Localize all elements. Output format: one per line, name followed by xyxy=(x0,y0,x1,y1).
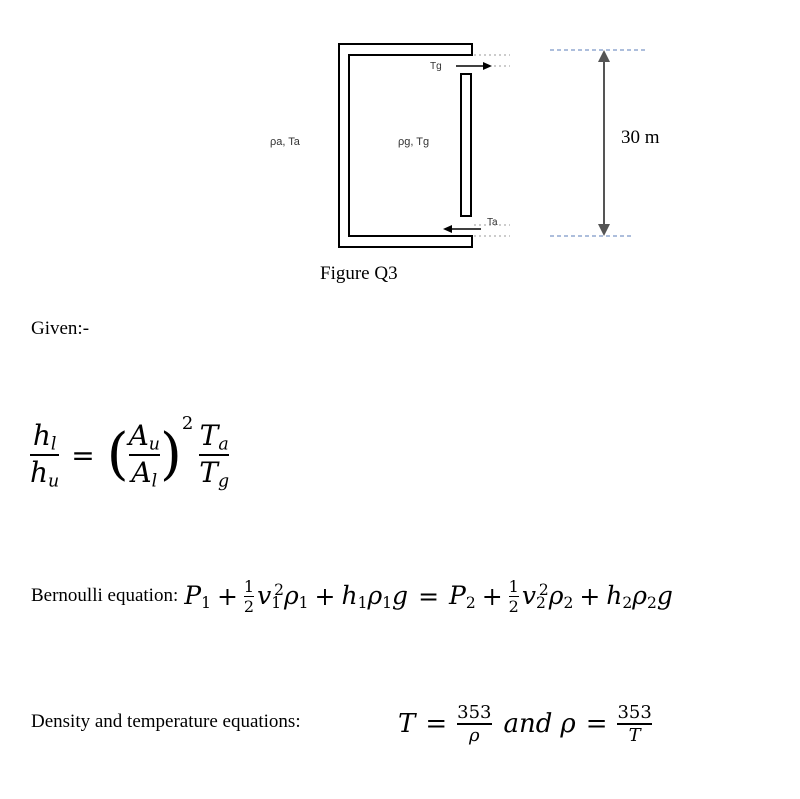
ratio-equation: $\frac{h_l}{h_u}$ = ( $\frac{A_u}{A_l}$ ) 2 $\frac{T_a}{T_g}$ xyxy=(30,413,230,492)
height-arrow xyxy=(598,50,610,236)
label-outside-air: ρa, Ta xyxy=(270,136,300,148)
bernoulli-equation: $P_1$ + $\frac{1}{2}$ $v_1^2\rho_1$ + $h_1\rho_1g$ = $P_2$ + $\frac{1}{2}$ $v_2^2\rho_2$ + $h_2\rho_2g$ xyxy=(184,576,673,616)
height-label: 30 m xyxy=(621,127,660,148)
label-bottom-inlet-temp: Ta xyxy=(487,217,498,228)
bernoulli-label: Bernoulli equation: xyxy=(31,585,179,606)
temperature-ratio xyxy=(199,419,229,492)
label-inside-gas: ρg, Tg xyxy=(398,136,430,148)
rho-numerator: 353 xyxy=(617,702,652,723)
inner-partition xyxy=(461,74,471,216)
given-heading: Given:- xyxy=(31,318,90,339)
t-denominator: ρ xyxy=(469,725,480,746)
temp-gas: $T_g$ xyxy=(199,456,230,492)
area-ratio xyxy=(129,419,160,492)
height-ratio xyxy=(30,419,59,492)
exponent: 2 xyxy=(181,413,194,434)
label-top-outlet-temp: Tg xyxy=(430,61,442,72)
t-numerator: 353 xyxy=(457,702,492,723)
and-word: and xyxy=(503,709,553,739)
density-temperature-label: Density and temperature equations: xyxy=(31,711,301,732)
figure-caption: Figure Q3 xyxy=(320,263,398,284)
figure-q3-diagram xyxy=(0,0,800,300)
rho-denominator: T xyxy=(628,725,641,746)
density-temperature-equation: T = $\frac{353}{\rho}$ and ρ = $\frac{353}{T}$ xyxy=(398,702,652,746)
area-lower: $A_l$ xyxy=(131,456,158,492)
h-upper: $h_u$ xyxy=(30,456,60,492)
h-lower: $h_l$ xyxy=(32,418,57,454)
bernoulli-line xyxy=(31,566,673,626)
inflow-arrow xyxy=(443,225,481,233)
temp-ambient: $T_a$ xyxy=(199,418,229,454)
outflow-arrow xyxy=(456,62,492,70)
area-upper: $A_u$ xyxy=(128,418,160,454)
